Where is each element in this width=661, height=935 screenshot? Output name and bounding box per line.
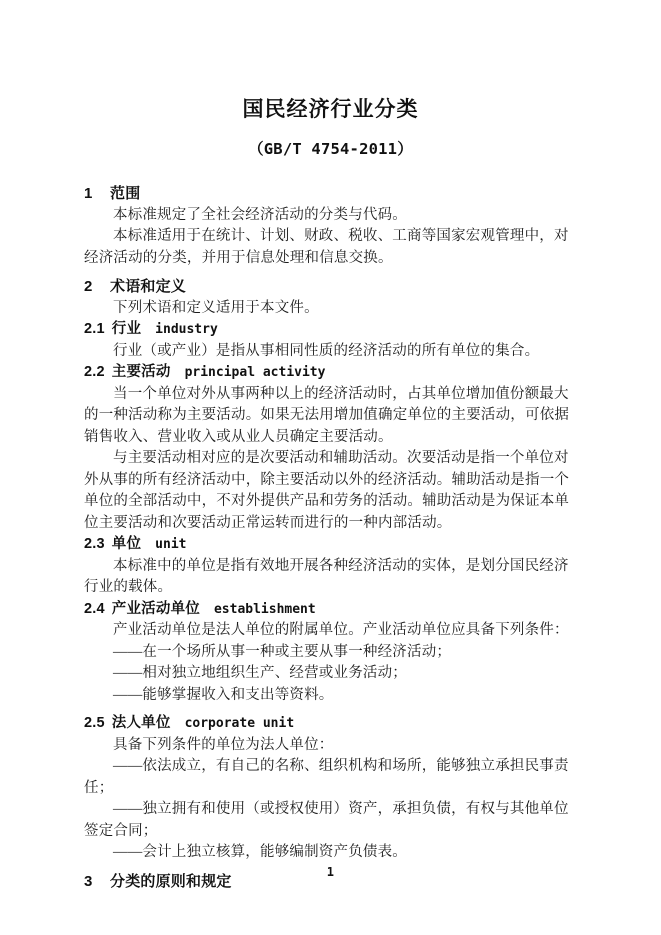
section-2-1-paragraph: 行业（或产业）是指从事相同性质的经济活动的所有单位的集合。 [113,342,540,359]
section-2-4-item-2: ——相对独立地组织生产、经营或业务活动； [113,665,407,681]
section-1-title: 范围 [110,185,141,202]
section-2-2-paragraph-1: 当一个单位对外从事两种以上的经济活动时，占其单位增加值份额最大的一种活动称为主要活动。如果无法用增加值确定单位的主要活动，可依据销售收入、营业收入或从业人员确定主要活动。 [84,385,570,445]
section-2-4-item-1: ——在一个场所从事一种或主要从事一种经济活动； [113,643,452,660]
section-2-2-term: 主要活动 [111,364,171,380]
section-2-intro: 下列术语和定义适用于本文件。 [113,299,319,316]
section-2-3-number: 2.3 [84,536,105,552]
section-2-5-item-2: ——独立拥有和使用（或授权使用）资产，承担负债，有权与其他单位签定合同； [84,801,569,839]
section-2-3-paragraph: 本标准中的单位是指有效地开展各种经济活动的实体，是划分国民经济行业的载体。 [84,557,569,595]
document-subtitle: （GB/T 4754-2011） [248,140,413,158]
section-2-5-paragraph: 具备下列条件的单位为法人单位： [113,736,334,753]
section-2-4-heading [84,599,577,621]
section-3-title: 分类的原则和规定 [110,872,232,890]
section-2-5-term: 法人单位 [111,715,171,731]
section-2-title: 术语和定义 [110,278,187,295]
section-2-5-item-1: ——依法成立，有自己的名称、组织机构和场所，能够独立承担民事责任； [84,758,569,796]
section-2-2-paragraph-2: 与主要活动相对应的是次要活动和辅助活动。次要活动是指一个单位对外从事的所有经济活动中，除主要活动以外的经济活动。辅助活动是指一个单位的全部活动中，不对外提供产品和劳务的活动。辅助活动是为保证本单位主要活动和次要活动正常运转而进行的一种内部活动。 [84,450,570,531]
section-2-3-heading [84,534,577,556]
section-1-heading [84,183,577,205]
page-number: 1 [326,865,335,879]
section-2-3-term: 单位 [111,536,142,552]
section-2-2-heading [84,362,577,384]
section-2-5-heading [84,713,577,735]
section-1-number: 1 [84,185,93,202]
document-title: 国民经济行业分类 [242,98,419,121]
section-2-4-number: 2.4 [84,600,105,617]
section-2-4-paragraph: 产业活动单位是法人单位的附属单位。产业活动单位应具备下列条件： [113,622,569,638]
section-2-1-heading [84,319,577,341]
section-2-2-number: 2.2 [84,364,105,380]
section-2-2-term-en: principal activity [184,365,326,380]
section-2-5-item-3: ——会计上独立核算，能够编制资产负债表。 [113,844,407,860]
section-2-5-number: 2.5 [84,715,105,731]
section-3-number: 3 [84,872,93,890]
section-2-1-number: 2.1 [84,321,105,337]
section-1-paragraph-1: 本标准规定了全社会经济活动的分类与代码。 [113,206,407,223]
section-2-4-term: 产业活动单位 [111,600,200,617]
section-2-4-term-en: establishment [213,601,316,617]
section-2-number: 2 [84,278,93,295]
section-2-3-term-en: unit [155,537,187,552]
section-2-1-term-en: industry [155,322,218,337]
section-2-4-item-3: ——能够掌握收入和支出等资料。 [113,686,334,703]
section-2-heading [84,276,577,298]
section-1-paragraph-2: 本标准适用于在统计、计划、财政、税收、工商等国家宏观管理中，对经济活动的分类，并用于信息处理和信息交换。 [84,228,569,266]
section-2-5-term-en: corporate unit [184,716,295,731]
section-2-1-term: 行业 [111,321,142,337]
